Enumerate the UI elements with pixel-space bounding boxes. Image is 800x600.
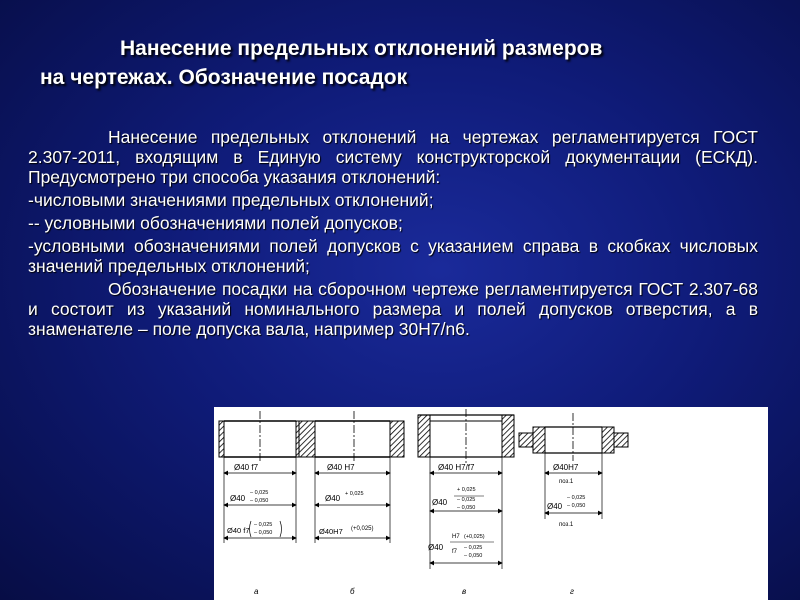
c-dim-2-mid: – 0,025 <box>457 497 476 503</box>
b-dim-2-upper: + 0,025 <box>345 491 364 497</box>
a-dim-3-upper: – 0,025 <box>254 522 273 528</box>
paragraph-gost-2011: Нанесение предельных отклонений на чертежах регламентируется ГОСТ 2.307-2011, входящим в Единую систему конструкторской документации (ЕСКД). Предусмотрено три способа указания отклонений: <box>28 127 758 187</box>
c-dim-3-f-upper: – 0,025 <box>464 545 483 551</box>
drawing-figure <box>214 407 768 600</box>
d-dim-2-base: Ø40 <box>547 502 563 511</box>
drawing-b <box>299 411 404 596</box>
d-pos-1: поз.1 <box>559 479 574 485</box>
title-line-1: Нанесение предельных отклонений размеров <box>120 37 603 60</box>
b-label: б <box>350 587 355 596</box>
c-dim-3-base: Ø40 <box>428 543 444 552</box>
b-dim-3: Ø40H7 <box>319 527 343 536</box>
c-label: в <box>462 587 467 596</box>
list-item-symbolic: -- условными обозначениями полей допусков; <box>28 213 403 233</box>
a-dim-3-lower: – 0,050 <box>254 530 273 536</box>
a-dim-2-base: Ø40 <box>230 494 246 503</box>
tolerance-drawings <box>214 407 768 600</box>
c-dim-3-h-tol: (+0,025) <box>464 534 485 540</box>
b-dim-2-base: Ø40 <box>325 494 341 503</box>
d-dim-2-tol2: – 0,050 <box>567 503 586 509</box>
title-line-2: на чертежах. Обозначение посадок <box>40 66 408 89</box>
a-dim-2-lower: – 0,050 <box>250 498 269 504</box>
a-dim-3-base: Ø40 f7 <box>227 526 250 535</box>
b-dim-3-tol: (+0,025) <box>351 526 374 532</box>
c-dim-3-h: H7 <box>452 534 460 540</box>
c-dim-3-f-lower: – 0,050 <box>464 553 483 559</box>
list-item-combined: -условными обозначениями полей допусков с указанием справа в скобках числовых значений предельных отклонений; <box>28 236 758 276</box>
slide-title <box>40 34 770 92</box>
c-dim-2-upper: + 0,025 <box>457 487 476 493</box>
c-dim-1: Ø40 H7/f7 <box>438 463 475 472</box>
drawing-a <box>219 411 301 596</box>
drawing-c <box>418 409 514 596</box>
drawing-d <box>519 413 628 596</box>
d-label: г <box>570 587 574 596</box>
d-dim-2-tol: – 0,025 <box>567 495 586 501</box>
a-dim-2-upper: – 0,025 <box>250 490 269 496</box>
list-item-numeric: -числовыми значениями предельных отклонений; <box>28 190 434 210</box>
c-dim-2-base: Ø40 <box>432 498 448 507</box>
paragraph-fit-designation: Обозначение посадки на сборочном чертеже регламентируется ГОСТ 2.307-68 и состоит из указаний номинального размера и полей допусков отверстия, а в знаменателе – поле допуска вала, например 30Н7/n6. <box>28 279 758 339</box>
c-dim-3-f: f7 <box>452 549 458 555</box>
d-dim-1: Ø40H7 <box>553 463 579 472</box>
a-label: а <box>254 587 259 596</box>
a-dim-1: Ø40 f7 <box>234 463 259 472</box>
d-pos-2: поз.1 <box>559 522 574 528</box>
b-dim-1: Ø40 H7 <box>327 463 355 472</box>
c-dim-2-lower: – 0,050 <box>457 505 476 511</box>
body-text <box>28 127 758 342</box>
